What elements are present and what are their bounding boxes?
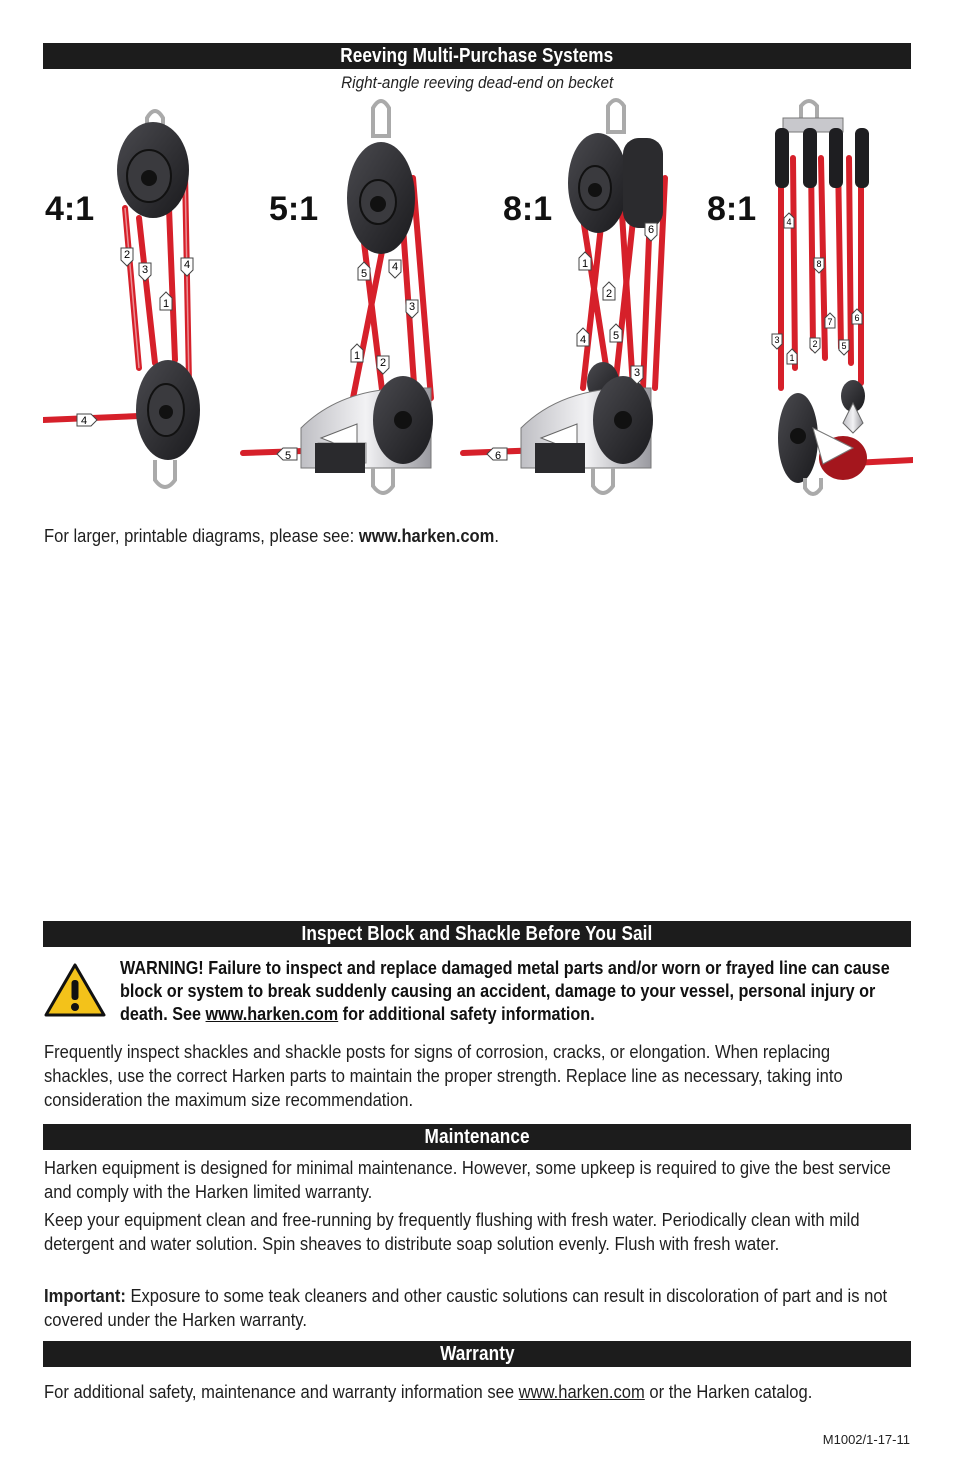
warranty-prefix: For additional safety, maintenance and warranty information see [44,1382,519,1402]
label-8-1a-d: 5 [612,330,620,342]
label-8-1b-c: 3 [774,335,780,345]
warranty-suffix: or the Harken catalog. [644,1382,813,1402]
inspect-body [44,1040,904,1112]
ratio-label-3: 8:1 [503,190,553,228]
label-5-1-d: 1 [353,350,361,362]
diagram-note-text: For larger, printable diagrams, please see: [44,526,359,546]
maintenance-p1 [44,1156,904,1204]
section-title: Inspect Block and Shackle Before You Sail [301,922,653,945]
section-title: Reeving Multi-Purchase Systems [340,44,614,67]
label-8-1b-d: 2 [812,339,818,349]
label-5-1-c: 3 [408,301,416,313]
warning-prefix: WARNING! Failure to inspect and replace damaged metal parts and/or worn or frayed line can cause block or system to break suddenly causing an accident, damage to your vessel, personal injury or death. See [120,958,890,1024]
maintenance-p1-text: Harken equipment is designed for minimal maintenance. However, some upkeep is required to give the best service and comply with the Harken limited warranty. [44,1158,891,1202]
section-header-warranty [43,1341,911,1367]
warning-harken-link[interactable]: www.harken.com [205,1004,339,1024]
important-text: Exposure to some teak cleaners and other caustic solutions can result in discoloration of part and is not covered under the Harken warranty. [44,1286,888,1330]
warning-text [120,957,910,1026]
label-5-1-b: 4 [391,261,399,273]
subtitle-text: Right-angle reeving dead-end on becket [340,73,614,92]
maintenance-p2 [44,1208,904,1256]
section-header-maintenance [43,1124,911,1150]
diagram-4-1 [43,111,200,487]
label-4-1-d: 1 [162,298,170,310]
section-header-reeving [43,43,911,69]
label-8-1a-a: 1 [581,258,589,270]
important-label: Important: [44,1286,126,1306]
reeving-illustration [43,98,913,508]
diagram-8-1-cascade [772,101,913,494]
warranty-harken-link[interactable]: www.harken.com [518,1382,645,1402]
inspect-body-text: Frequently inspect shackles and shackle posts for signs of corrosion, cracks, or elongation. When replacing shackles, use the correct Harken parts to maintain the proper strength. Replace line as necessary, taking into consideration the maximum size recommendation. [44,1042,843,1110]
label-4-1-a: 2 [123,249,131,261]
label-8-1b-h: 5 [841,341,847,351]
ratio-label-2: 5:1 [269,190,319,228]
label-8-1b-g: 1 [789,353,795,363]
label-8-1a-e: 4 [579,334,587,346]
label-8-1b-e: 7 [827,317,833,327]
warning-icon [44,962,106,1018]
ratio-label-4: 8:1 [707,190,757,228]
document-code: M1002/1-17-11 [822,1432,910,1447]
label-5-1-e: 2 [379,357,387,369]
maintenance-p3 [44,1284,904,1332]
diagram-5-1 [243,101,433,493]
section-header-inspect [43,921,911,947]
reeving-diagrams [43,98,913,508]
label-5-1-a: 5 [360,268,368,280]
diagram-8-1-cam [463,100,665,493]
warranty-body [44,1380,904,1404]
label-8-1b-b: 8 [816,259,822,269]
ratio-label-1: 4:1 [45,190,95,228]
label-8-1a-b: 6 [647,224,655,236]
warning-suffix: for additional safety information. [338,1004,595,1024]
diagram-note [44,524,904,548]
reeving-subtitle [0,73,954,93]
label-5-1-f: 5 [284,450,292,462]
maintenance-p2-text: Keep your equipment clean and free-running by frequently flushing with fresh water. Periodically clean with mild detergent and water solution. Spin sheaves to distribute soap solution evenly. Flush with fresh water. [44,1210,860,1254]
label-8-1a-f: 3 [633,367,641,379]
label-4-1-e: 4 [80,415,88,427]
label-8-1b-a: 4 [786,217,792,227]
label-4-1-b: 3 [141,264,149,276]
section-title: Maintenance [424,1125,530,1148]
label-8-1a-g: 6 [494,450,502,462]
diagram-note-end: . [494,526,500,546]
section-title: Warranty [439,1342,515,1365]
harken-link[interactable]: www.harken.com [358,526,495,546]
label-8-1a-c: 2 [605,288,613,300]
label-8-1b-f: 6 [854,313,860,323]
label-4-1-c: 4 [183,259,191,271]
